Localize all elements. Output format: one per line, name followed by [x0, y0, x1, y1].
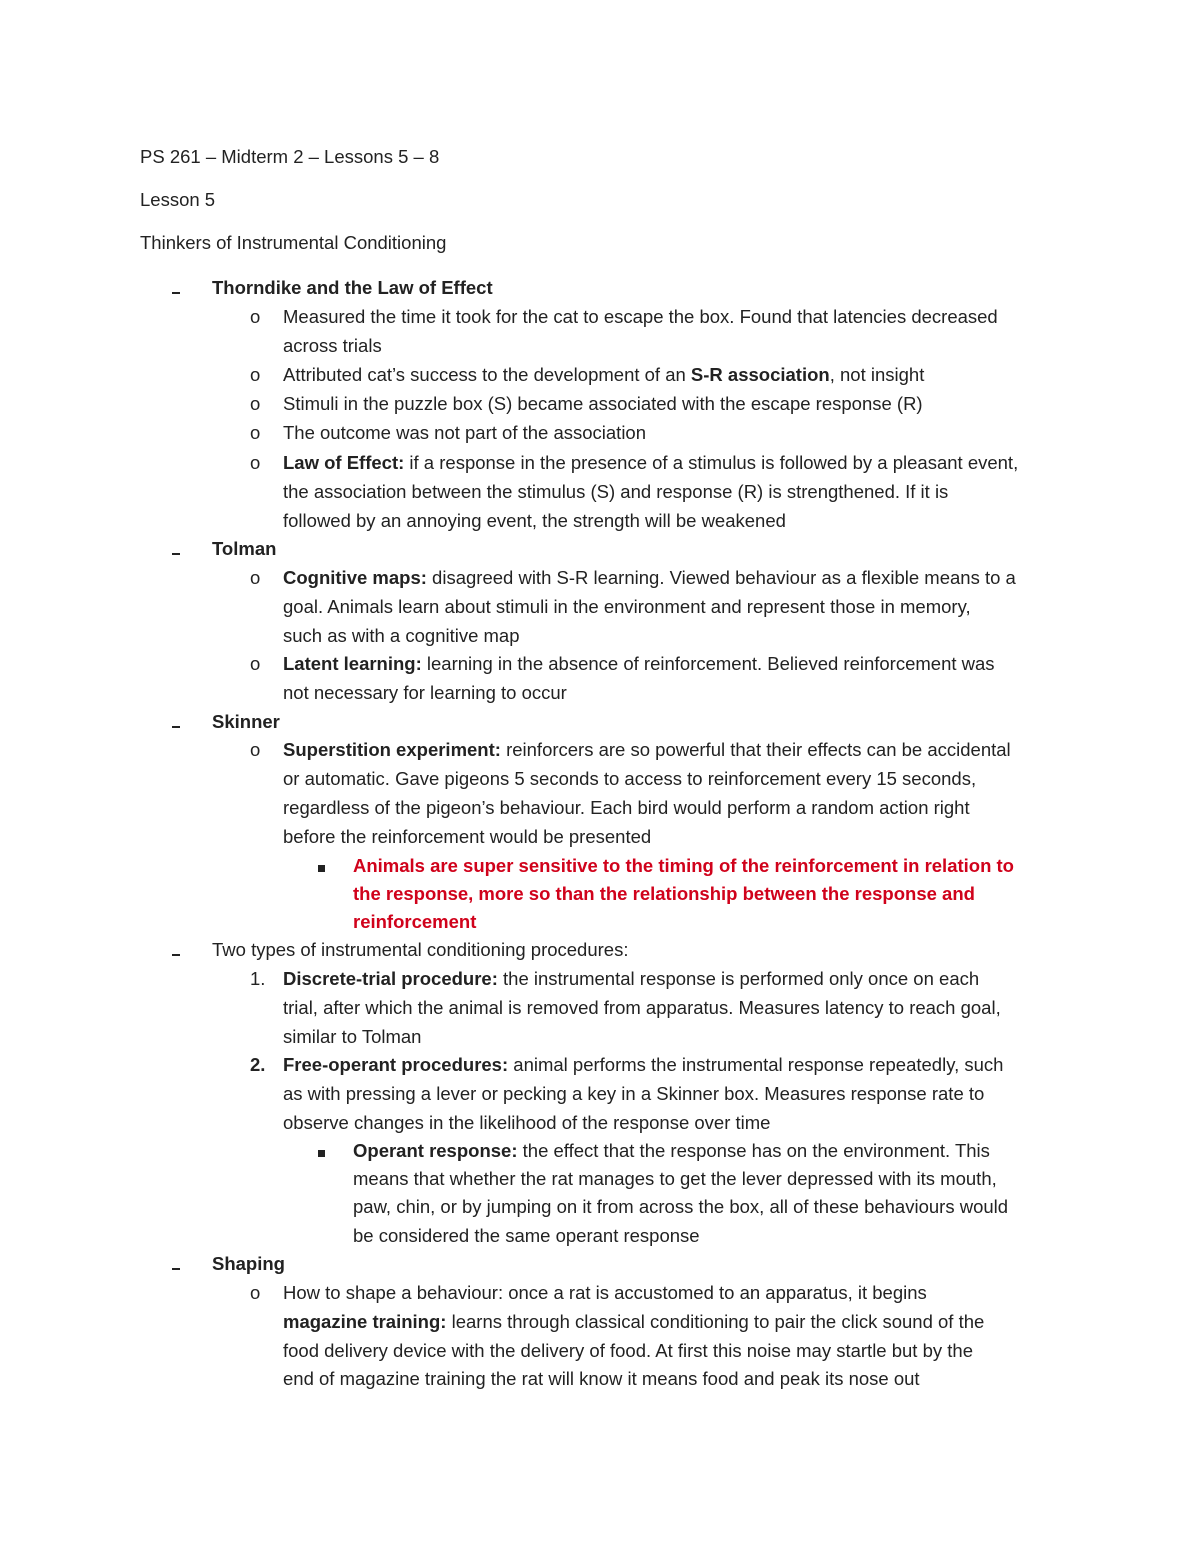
circle-bullet: o — [250, 1282, 261, 1303]
operant-response-line-4: be considered the same operant response — [353, 1225, 700, 1246]
thorndike-point-1-line-2: across trials — [283, 335, 382, 356]
law-of-effect-line-3: followed by an annoying event, the strength will be weakened — [283, 510, 786, 531]
dash-bullet — [172, 939, 180, 961]
circle-bullet: o — [250, 739, 261, 760]
thorndike-point-2: Attributed cat’s success to the development of an S-R association, not insight — [283, 364, 925, 385]
cognitive-maps-line-2: goal. Animals learn about stimuli in the environment and represent those in memory, — [283, 596, 971, 617]
thorndike-point-3: Stimuli in the puzzle box (S) became associated with the escape response (R) — [283, 393, 923, 414]
thorndike-point-1-line-1: Measured the time it took for the cat to escape the box. Found that latencies decreased — [283, 306, 998, 327]
latent-learning-line-2: not necessary for learning to occur — [283, 682, 567, 703]
free-operant-line-2: as with pressing a lever or pecking a key in a Skinner box. Measures response rate to — [283, 1083, 985, 1104]
free-operant-line-3: observe changes in the likelihood of the response over time — [283, 1112, 771, 1133]
number-marker-2: 2. — [250, 1054, 266, 1075]
operant-response-line-1: Operant response: the effect that the response has on the environment. This — [353, 1140, 990, 1161]
red-note-line-1: Animals are super sensitive to the timing of the reinforcement in relation to — [353, 855, 1014, 876]
shaping-heading: Shaping — [212, 1253, 285, 1274]
square-bullet — [318, 855, 325, 877]
superstition-line-4: before the reinforcement would be presented — [283, 826, 652, 847]
thorndike-point-4: The outcome was not part of the association — [283, 422, 647, 443]
law-of-effect-line-2: the association between the stimulus (S) and response (R) is strengthened. If it is — [283, 481, 949, 502]
skinner-heading: Skinner — [212, 711, 280, 732]
circle-bullet: o — [250, 653, 261, 674]
cognitive-maps-line-1: Cognitive maps: disagreed with S-R learning. Viewed behaviour as a flexible means to a — [283, 567, 1016, 588]
discrete-trial-line-1: Discrete-trial procedure: the instrumental response is performed only once on each — [283, 968, 980, 989]
latent-learning-line-1: Latent learning: learning in the absence of reinforcement. Believed reinforcement was — [283, 653, 995, 674]
dash-bullet — [172, 711, 180, 733]
circle-bullet: o — [250, 364, 261, 385]
lesson-label: Lesson 5 — [140, 189, 216, 210]
superstition-line-3: regardless of the pigeon’s behaviour. Each bird would perform a random action right — [283, 797, 970, 818]
superstition-line-1: Superstition experiment: reinforcers are so powerful that their effects can be accidental — [283, 739, 1011, 760]
circle-bullet: o — [250, 306, 261, 327]
section-heading: Thinkers of Instrumental Conditioning — [140, 232, 447, 253]
square-bullet — [318, 1140, 325, 1162]
circle-bullet: o — [250, 422, 261, 443]
discrete-trial-line-3: similar to Tolman — [283, 1026, 422, 1047]
superstition-line-2: or automatic. Gave pigeons 5 seconds to access to reinforcement every 15 seconds, — [283, 768, 977, 789]
shaping-line-3: food delivery device with the delivery of food. At first this noise may startle but by the — [283, 1340, 973, 1361]
dash-bullet — [172, 538, 180, 560]
shaping-line-2: magazine training: learns through classical conditioning to pair the click sound of the — [283, 1311, 985, 1332]
circle-bullet: o — [250, 567, 261, 588]
discrete-trial-line-2: trial, after which the animal is removed from apparatus. Measures latency to reach goal, — [283, 997, 1001, 1018]
red-note-line-2: the response, more so than the relationship between the response and — [353, 883, 975, 904]
free-operant-line-1: Free-operant procedures: animal performs the instrumental response repeatedly, such — [283, 1054, 1004, 1075]
cognitive-maps-line-3: such as with a cognitive map — [283, 625, 520, 646]
operant-response-line-3: paw, chin, or by jumping on it from across the box, all of these behaviours would — [353, 1196, 1009, 1217]
document-title: PS 261 – Midterm 2 – Lessons 5 – 8 — [140, 146, 440, 167]
shaping-line-4: end of magazine training the rat will know it means food and peak its nose out — [283, 1368, 920, 1389]
number-marker-1: 1. — [250, 968, 266, 989]
shaping-line-1: How to shape a behaviour: once a rat is accustomed to an apparatus, it begins — [283, 1282, 927, 1303]
dash-bullet — [172, 277, 180, 299]
procedures-intro: Two types of instrumental conditioning procedures: — [212, 939, 629, 960]
tolman-heading: Tolman — [212, 538, 277, 559]
dash-bullet — [172, 1253, 180, 1275]
law-of-effect-line-1: Law of Effect: if a response in the presence of a stimulus is followed by a pleasant event, — [283, 452, 1019, 473]
circle-bullet: o — [250, 393, 261, 414]
thorndike-heading: Thorndike and the Law of Effect — [212, 277, 493, 298]
operant-response-line-2: means that whether the rat manages to get the lever depressed with its mouth, — [353, 1168, 997, 1189]
circle-bullet: o — [250, 452, 261, 473]
red-note-line-3: reinforcement — [353, 911, 477, 932]
